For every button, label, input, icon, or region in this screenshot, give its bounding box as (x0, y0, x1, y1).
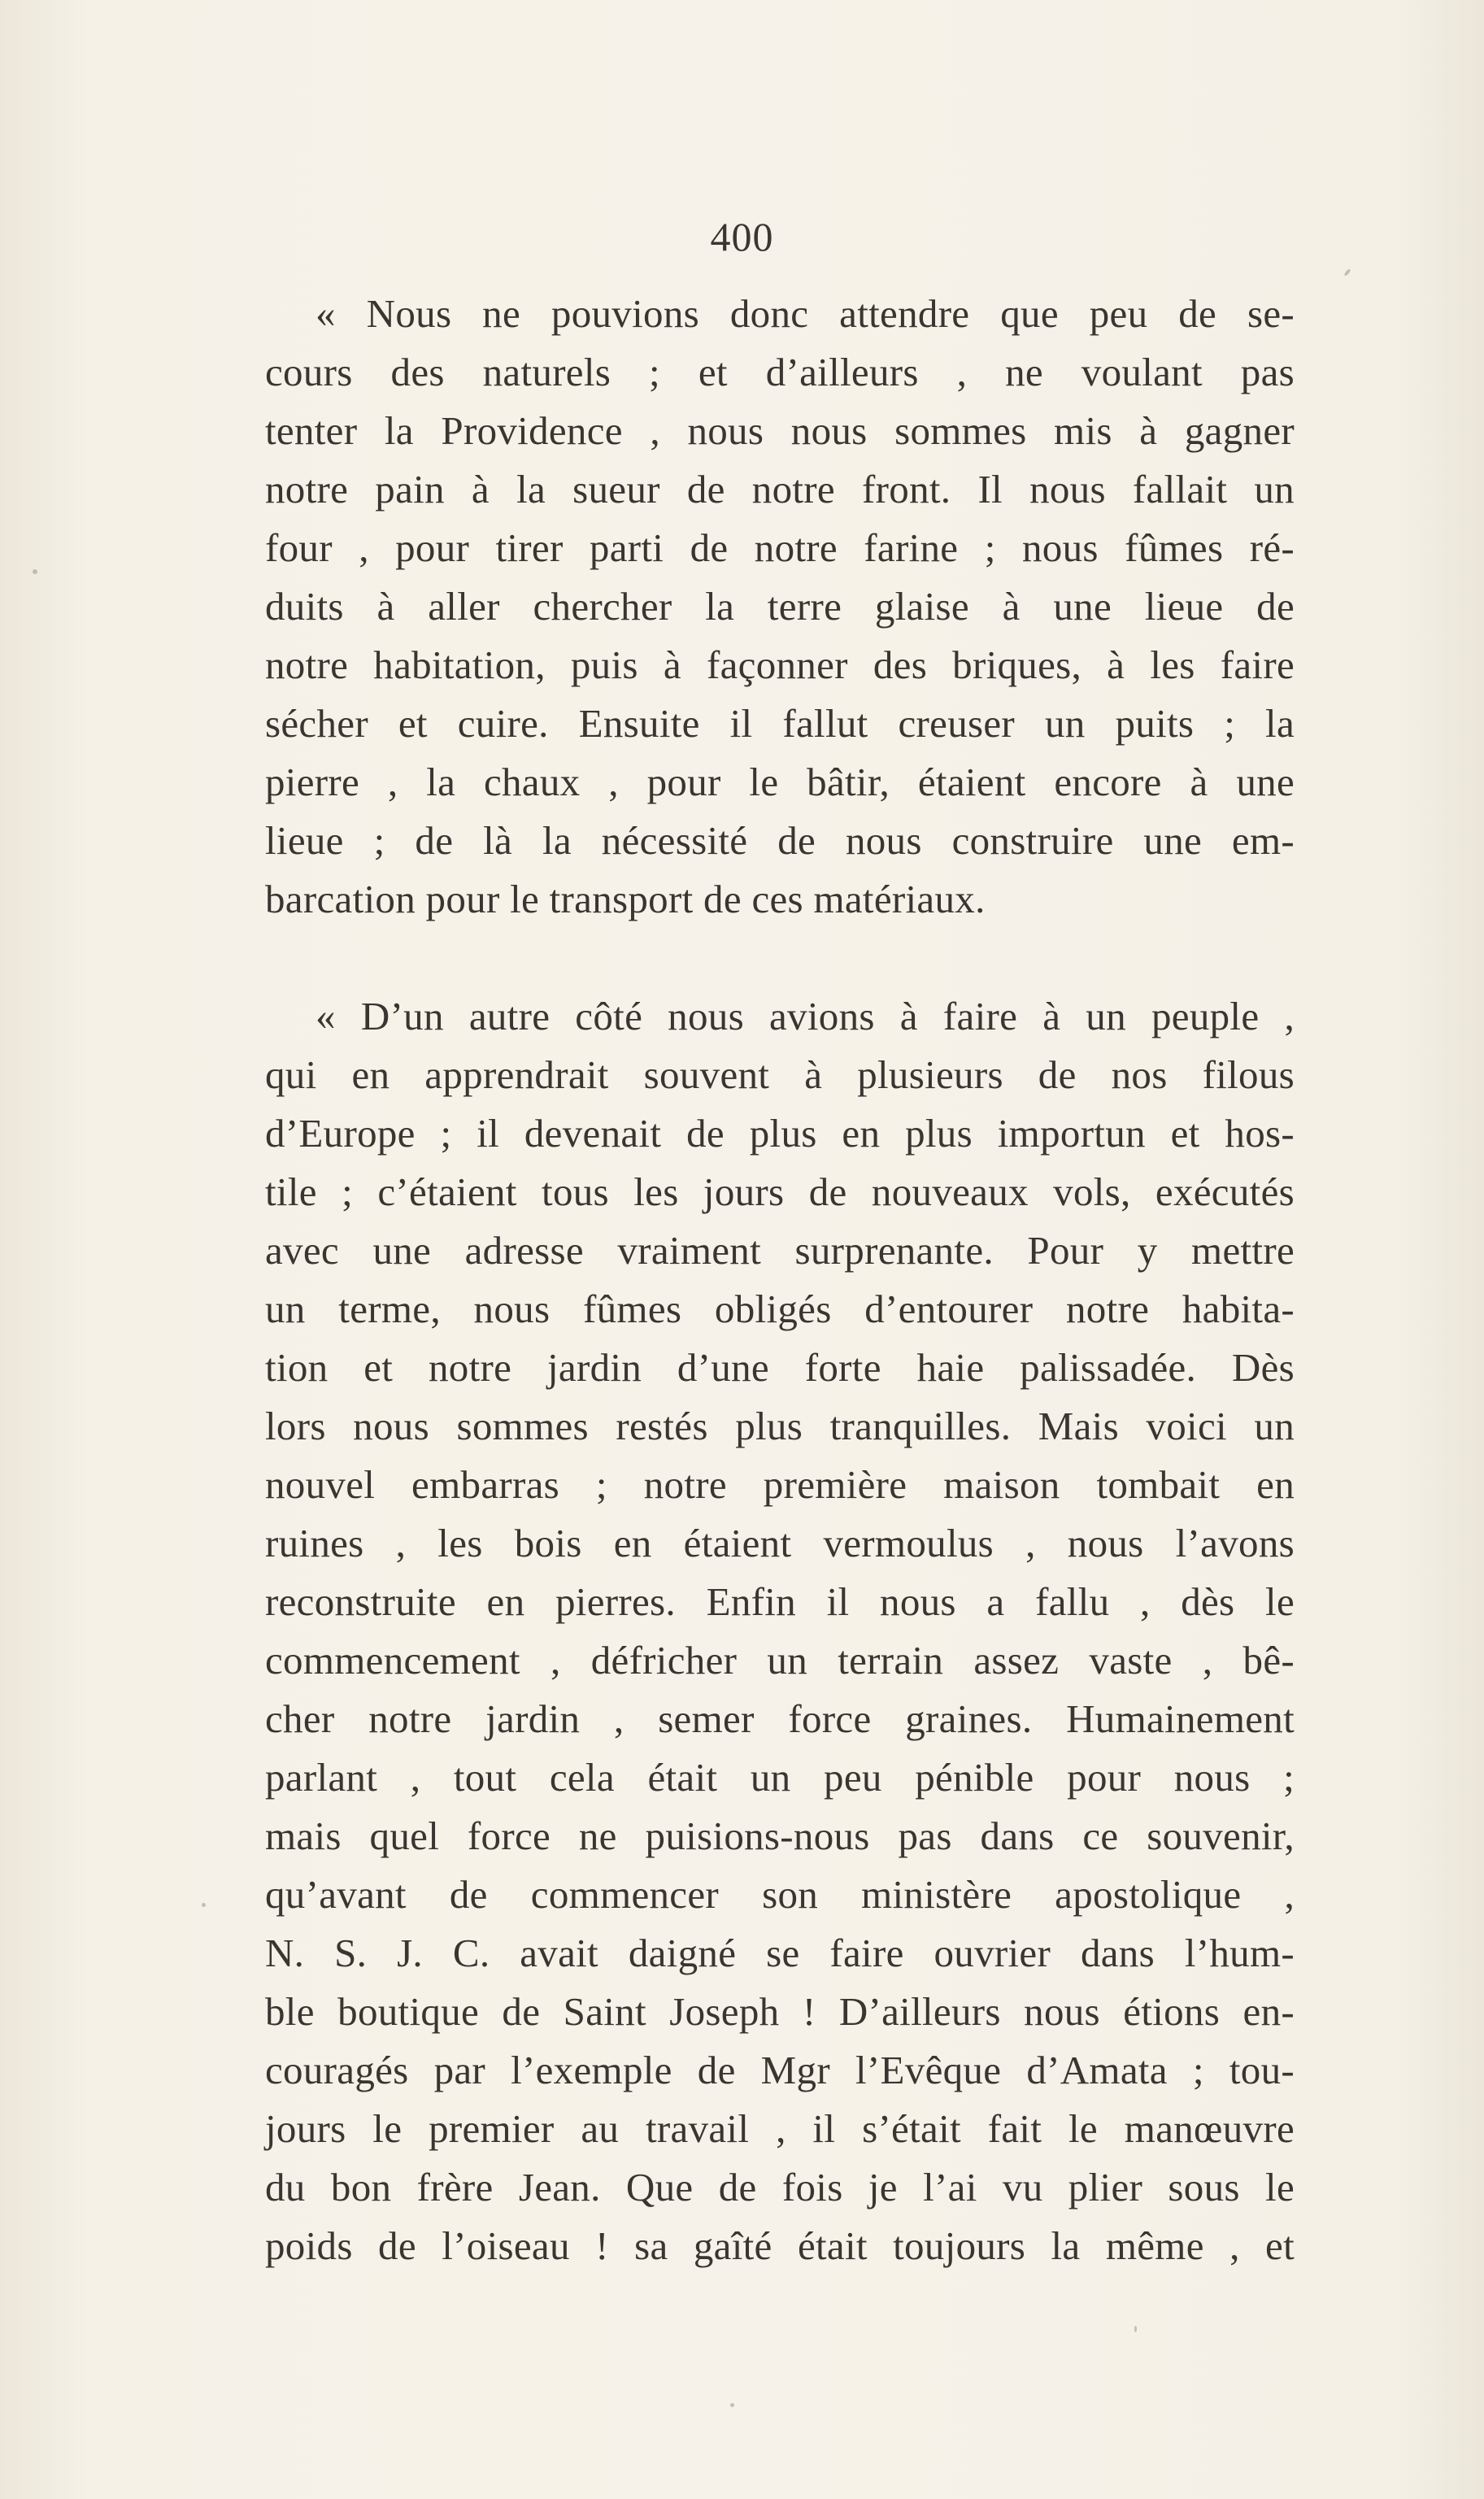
text-line: cher notre jardin , semer force graines. Humainement (265, 1696, 1295, 1741)
text-line: du bon frère Jean. Que de fois je l’ai vu plier sous le (265, 2165, 1295, 2209)
text-line: sécher et cuire. Ensuite il fallut creuser un puits ; la (265, 701, 1295, 746)
paper-speck (1134, 2326, 1137, 2332)
text-line: lors nous sommes restés plus tranquilles. Mais voici un (265, 1404, 1295, 1448)
text-line: duits à aller chercher la terre glaise à une lieue de (265, 584, 1295, 629)
text-line: tile ; c’étaient tous les jours de nouveaux vols, exécutés (265, 1169, 1295, 1214)
paper-speck (730, 2403, 734, 2407)
text-line: tenter la Providence , nous nous sommes mis à gagner (265, 408, 1295, 453)
paper-speck (1343, 268, 1351, 276)
text-line: tion et notre jardin d’une forte haie palissadée. Dès (265, 1345, 1295, 1390)
body-text (265, 285, 1295, 2275)
text-line: cours des naturels ; et d’ailleurs , ne voulant pas (265, 350, 1295, 394)
text-line: nouvel embarras ; notre première maison tombait en (265, 1462, 1295, 1507)
text-line: commencement , défricher un terrain assez vaste , bê- (265, 1638, 1295, 1683)
text-line: qui en apprendrait souvent à plusieurs de nos filous (265, 1052, 1295, 1097)
text-line: d’Europe ; il devenait de plus en plus importun et hos- (265, 1111, 1295, 1156)
text-line: avec une adresse vraiment surprenante. Pour y mettre (265, 1228, 1295, 1273)
text-line: notre habitation, puis à façonner des briques, à les faire (265, 642, 1295, 687)
text-line: « D’un autre côté nous avions à faire à un peuple , (316, 994, 1295, 1038)
text-line: un terme, nous fûmes obligés d’entourer notre habita- (265, 1287, 1295, 1331)
text-line: mais quel force ne puisions-nous pas dans ce souvenir, (265, 1813, 1295, 1858)
paper-speck (202, 1903, 206, 1907)
paragraph-2 (265, 987, 1295, 2275)
text-line: N. S. J. C. avait daigné se faire ouvrier dans l’hum- (265, 1931, 1295, 1975)
paragraph-1 (265, 285, 1295, 929)
text-line: ruines , les bois en étaient vermoulus , nous l’avons (265, 1521, 1295, 1565)
text-line: four , pour tirer parti de notre farine ; nous fûmes ré- (265, 525, 1295, 570)
text-line: lieue ; de là la nécessité de nous construire une em- (265, 818, 1295, 863)
text-line: parlant , tout cela était un peu pénible pour nous ; (265, 1755, 1295, 1800)
text-line: barcation pour le transport de ces matériaux. (265, 877, 986, 921)
text-line: ble boutique de Saint Joseph ! D’ailleurs nous étions en- (265, 1989, 1295, 2034)
text-line: couragés par l’exemple de Mgr l’Evêque d’Amata ; tou- (265, 2048, 1295, 2092)
text-line: reconstruite en pierres. Enfin il nous a fallu , dès le (265, 1579, 1295, 1624)
text-line: jours le premier au travail , il s’était fait le manœuvre (265, 2106, 1295, 2151)
text-line: pierre , la chaux , pour le bâtir, étaient encore à une (265, 760, 1295, 804)
text-line: poids de l’oiseau ! sa gaîté était toujours la même , et (265, 2223, 1295, 2268)
text-line: « Nous ne pouvions donc attendre que peu de se- (316, 291, 1295, 336)
page-number: 400 (710, 214, 774, 259)
text-line: qu’avant de commencer son ministère apostolique , (265, 1872, 1295, 1917)
paragraph-spacer (265, 929, 1295, 987)
paper-speck (33, 569, 37, 574)
text-line: notre pain à la sueur de notre front. Il nous fallait un (265, 467, 1295, 512)
